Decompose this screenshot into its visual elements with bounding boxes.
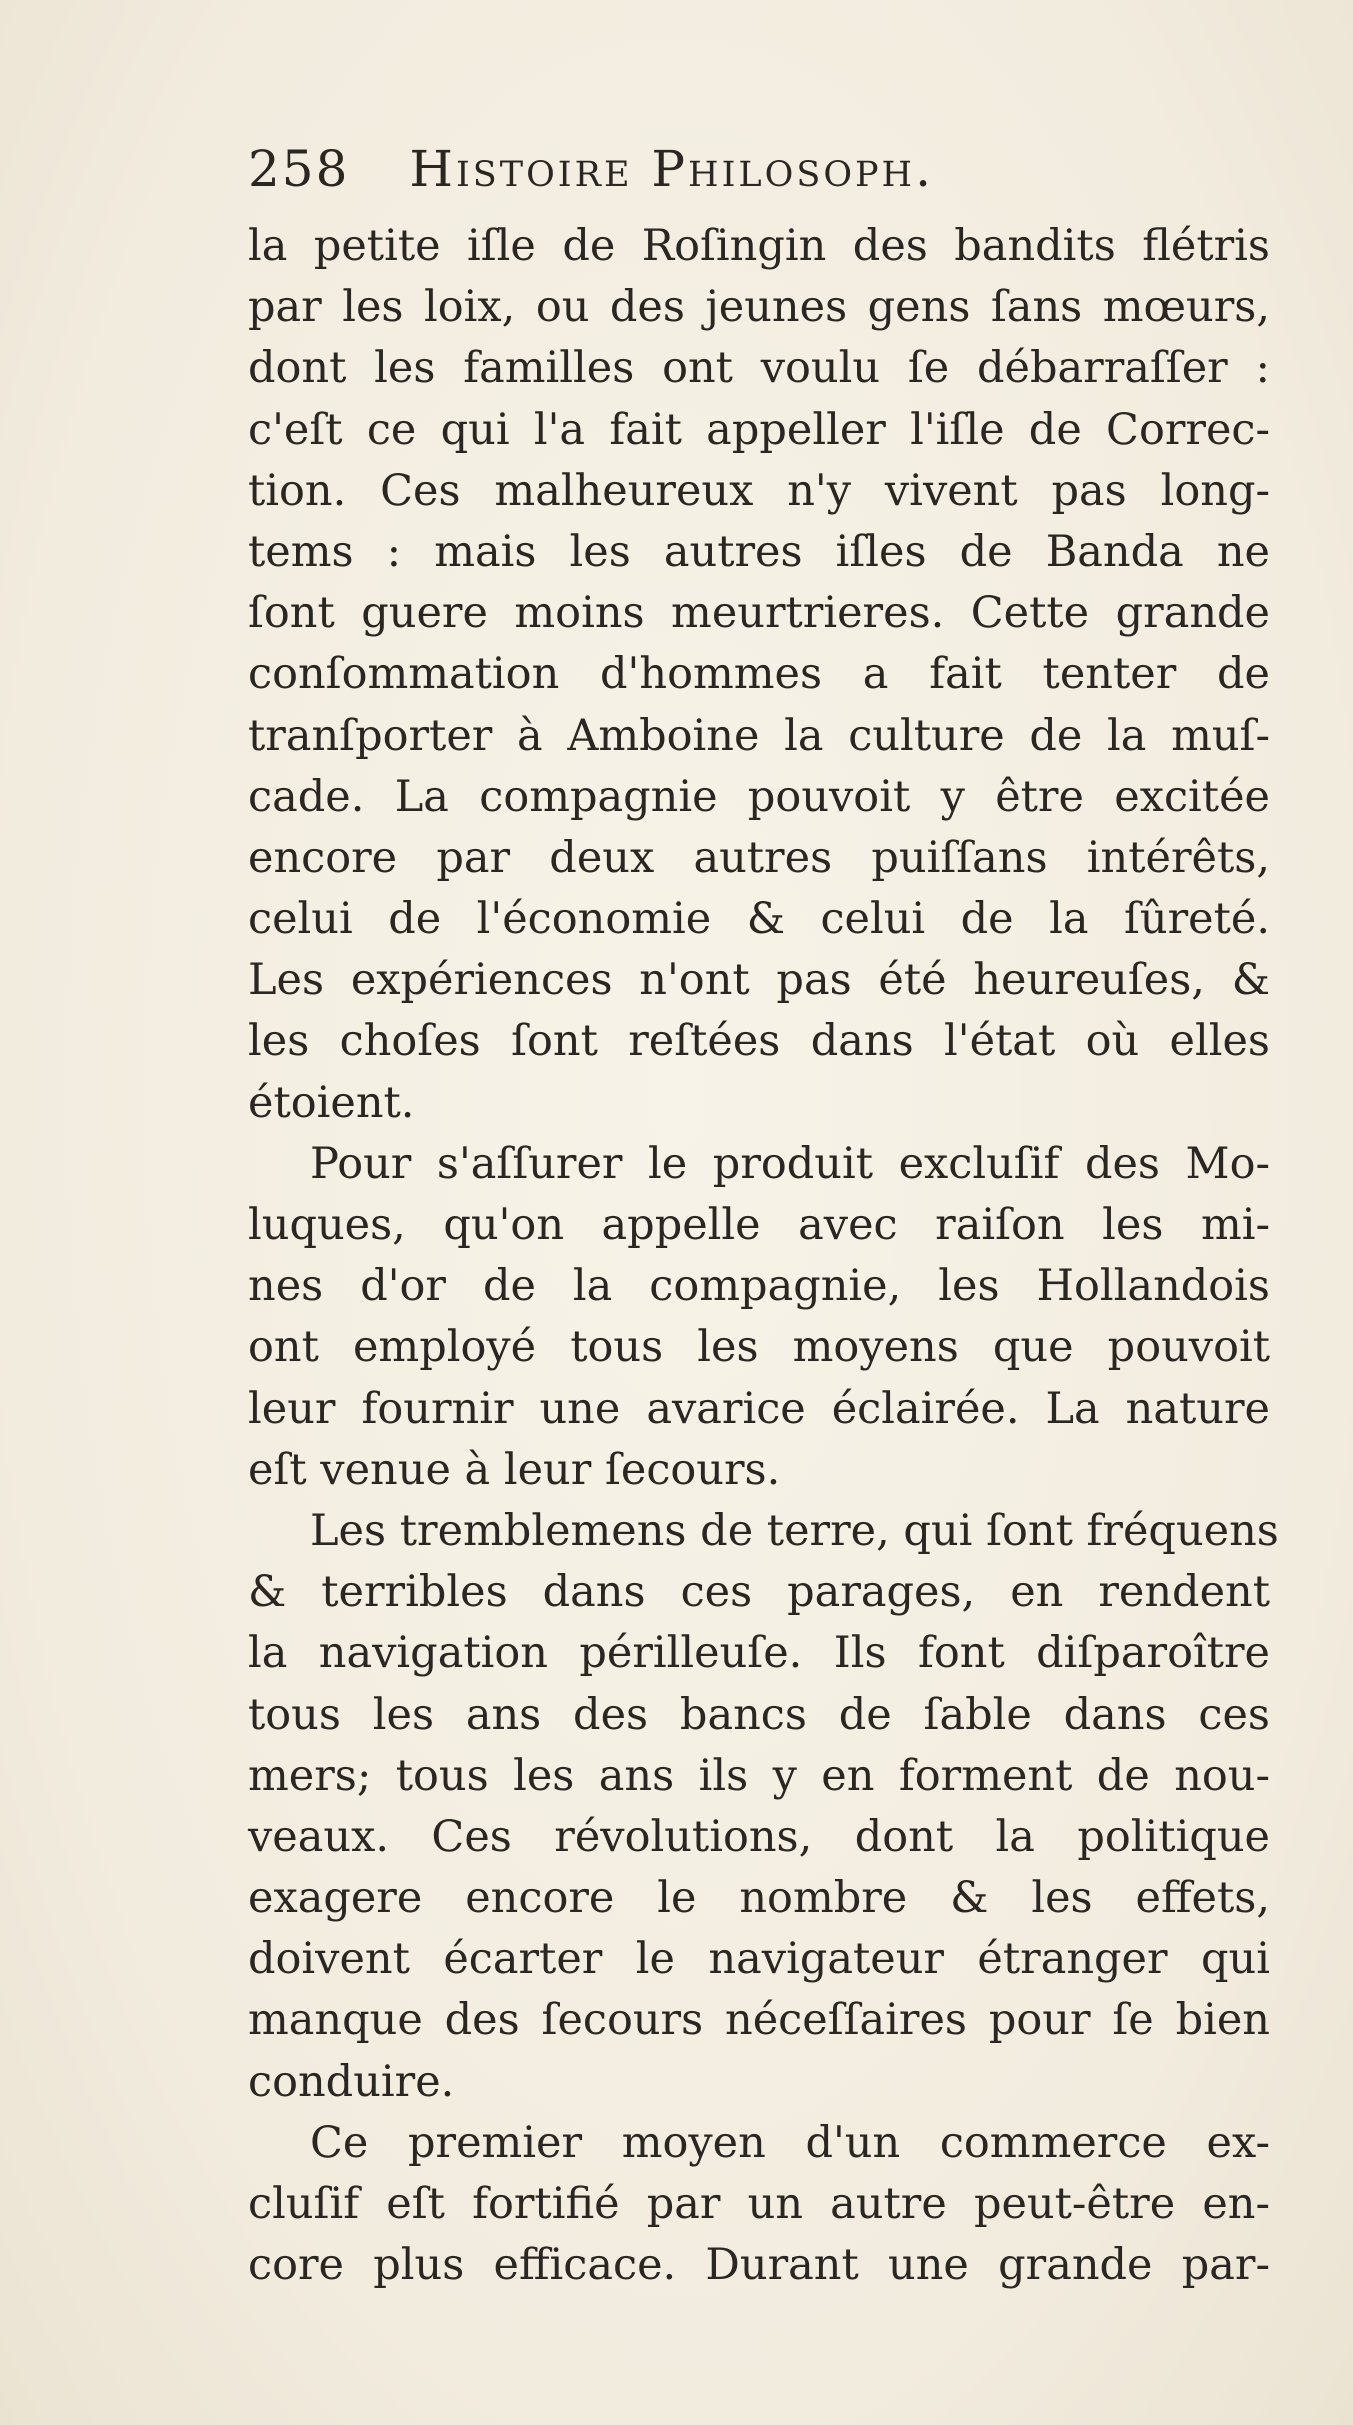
paragraph-end-line: eſt venue à leur ſecours. bbox=[248, 1444, 781, 1495]
text-line: luques, qu'on appelle avec raiſon les mi- bbox=[248, 1200, 1270, 1250]
text-line: & terribles dans ces parages, en rendent bbox=[248, 1567, 1270, 1618]
text-line: manque des ſecours néceſſaires pour ſe bien bbox=[248, 1995, 1270, 2046]
text-line: la petite iſle de Roſingin des bandits flétris bbox=[248, 221, 1270, 271]
text-line: ſont guere moins meurtrieres. Cette grande bbox=[248, 588, 1270, 639]
text-line: leur fournir une avarice éclairée. La nature bbox=[248, 1383, 1270, 1434]
text-line: dont les familles ont voulu ſe débarraſſer : bbox=[248, 343, 1270, 394]
text-line: les choſes ſont reſtées dans l'état où elles bbox=[248, 1016, 1270, 1067]
text-line: core plus efficace. Durant une grande par- bbox=[248, 2240, 1270, 2291]
paragraph-end-line: conduire. bbox=[248, 2056, 455, 2107]
body-text bbox=[248, 216, 1279, 2296]
text-line: encore par deux autres puiſſans intérêts, bbox=[248, 832, 1270, 883]
text-line: c'eſt ce qui l'a fait appeller l'iſle de Correc- bbox=[248, 404, 1270, 455]
text-line: doivent écarter le navigateur étranger qui bbox=[248, 1934, 1270, 1985]
text-line: cade. La compagnie pouvoit y être excitée bbox=[248, 771, 1270, 822]
text-line: exagere encore le nombre & les effets, bbox=[248, 1873, 1270, 1924]
running-head: Histoire Philosoph. bbox=[409, 140, 934, 198]
text-line: tion. Ces malheureux n'y vivent pas long- bbox=[248, 465, 1270, 516]
text-line: veaux. Ces révolutions, dont la politique bbox=[248, 1811, 1270, 1862]
page-number: 258 bbox=[248, 140, 350, 198]
text-line: nes d'or de la compagnie, les Hollandois bbox=[248, 1261, 1270, 1312]
paragraph-first-line: Les tremblemens de terre, qui ſont fréquens bbox=[310, 1505, 1279, 1556]
paragraph-first-line: Ce premier moyen d'un commerce ex- bbox=[310, 2117, 1270, 2168]
text-line: ont employé tous les moyens que pouvoit bbox=[248, 1322, 1270, 1373]
text-line: tems : mais les autres iſles de Banda ne bbox=[248, 526, 1270, 577]
text-line: cluſif eſt fortifié par un autre peut-être en- bbox=[248, 2179, 1270, 2229]
text-line: par les loix, ou des jeunes gens ſans mœurs, bbox=[248, 282, 1270, 333]
text-line: celui de l'économie & celui de la ſûreté. bbox=[248, 894, 1270, 945]
text-line: tous les ans des bancs de ſable dans ces bbox=[248, 1689, 1270, 1740]
text-line: conſommation d'hommes a fait tenter de bbox=[248, 649, 1270, 700]
page-header bbox=[248, 140, 1268, 210]
text-line: la navigation périlleuſe. Ils font diſparoître bbox=[248, 1628, 1270, 1679]
paragraph-end-line: étoient. bbox=[248, 1077, 415, 1128]
text-line: mers; tous les ans ils y en forment de nou- bbox=[248, 1750, 1270, 1801]
paragraph-first-line: Pour s'aſſurer le produit excluſif des Mo- bbox=[310, 1138, 1270, 1189]
text-line: tranſporter à Amboine la culture de la muſ- bbox=[248, 710, 1270, 761]
text-line: Les expériences n'ont pas été heureuſes, & bbox=[248, 955, 1270, 1006]
